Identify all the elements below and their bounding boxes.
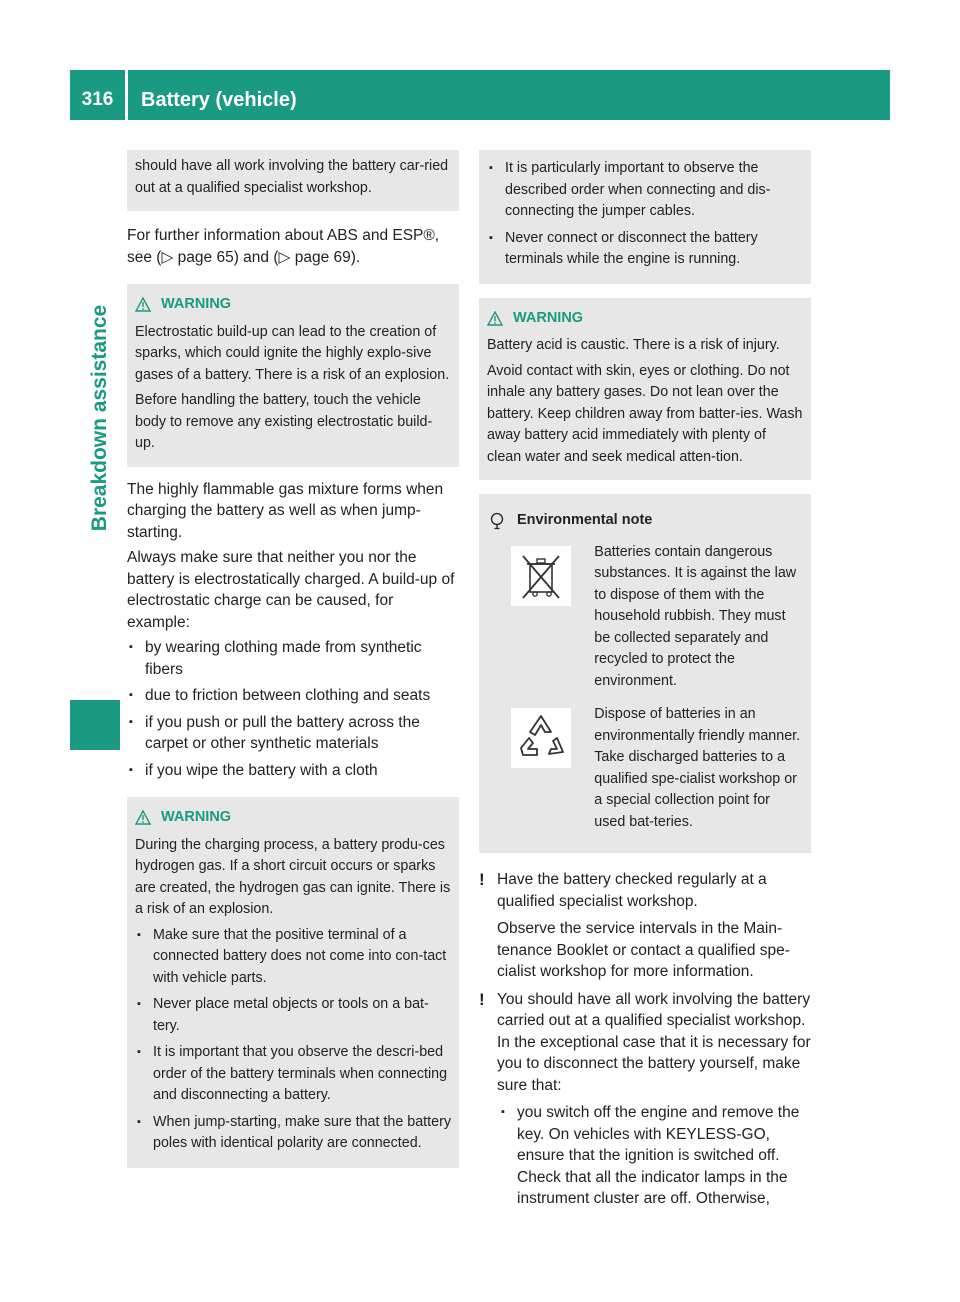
warning-text: During the charging process, a battery produ-ces hydrogen gas. If a short circuit occurs or sparks are created, the hydrogen gas can ignite. There is a risk of an explosion. [135,836,451,917]
warning-triangle-icon [135,810,151,825]
warning-label: WARNING [161,296,232,312]
env-icon-cell [487,542,594,693]
exclamation-icon: ! [479,870,485,889]
environmental-note-box [479,494,811,853]
list-item: ▪ It is important that you observe the descri-bed order of the battery terminals when connecting and disconnecting a battery. [135,1042,451,1107]
list-item: ▪ if you push or pull the battery across the carpet or other synthetic materials [127,712,459,755]
header-divider [125,70,128,120]
env-icon-cell [487,704,594,833]
section-side-label: Breakdown assistance [88,304,111,532]
env-note-text: Batteries contain dangerous substances. It is against the law to dispose of them with the household rubbish. They must be collected separately and recycled to protect the environment. [594,543,797,689]
continued-warning-box [127,150,459,211]
recycling-icon [511,708,571,768]
env-note-row [487,704,803,833]
list-item: ▪ Make sure that the positive terminal of a connected battery does not come into con-tact with vehicle parts. [135,925,451,990]
section-side-block [70,700,120,750]
env-note-label: Environmental note [517,512,653,528]
body-paragraph: Always make sure that neither you nor the battery is electrostatically charged. A build-up of electrostatic charge can be caused, for example: [127,549,455,631]
list-item: ▪ if you wipe the battery with a cloth [127,760,459,782]
info-paragraph: For further information about ABS and ESP®, see (▷ page 65) and (▷ page 69). [127,227,440,266]
body-paragraph: The highly flammable gas mixture forms when charging the battery as well as when jump-starting. [127,480,444,541]
exclamation-icon: ! [479,989,485,1009]
page-number: 316 [81,89,114,110]
continued-warning-box [479,150,811,284]
note-text: Observe the service intervals in the Main-tenance Booklet or contact a qualified spe-cialist workshop for more information. [497,920,790,980]
crossed-bin-icon [511,546,571,606]
caution-note [479,989,811,1210]
warning-box-electrostatic [127,284,459,467]
page-title: Battery (vehicle) [141,89,297,111]
warning-text: Avoid contact with skin, eyes or clothing. Do not inhale any battery gases. Do not lean over the battery. Keep children away from batter-ies. Wash away battery acid immediately with plenty of clean water and seek medical atten-tion. [487,362,803,465]
env-note-header [489,510,803,532]
bullet-list [127,637,459,781]
warning-text: Electrostatic build-up can lead to the creation of sparks, which could ignite the highly explo-sive gases of a battery. There is a risk of an explosion. [135,323,450,383]
list-item: ▪ Never connect or disconnect the battery terminals while the engine is running. [487,228,803,271]
warning-header [135,294,451,316]
warning-triangle-icon [135,297,151,312]
left-column [127,150,459,1168]
warning-box-acid [479,298,811,481]
warning-triangle-icon [487,311,503,326]
list-item: ▪ Never place metal objects or tools on a bat-tery. [135,994,451,1037]
warning-header [135,807,451,829]
env-note-text: Dispose of batteries in an environmentally friendly manner. Take discharged batteries to a qualified spe-cialist workshop or a special collection point for used bat-teries. [594,706,801,830]
warning-text: Battery acid is caustic. There is a risk of injury. [487,337,780,353]
warning-label: WARNING [161,809,232,825]
warning-header [487,308,803,330]
env-note-row [487,542,803,693]
list-item: ▪ due to friction between clothing and seats [127,685,459,707]
warning-label: WARNING [513,309,584,326]
warning-bullet-list [135,925,451,1155]
list-item: ▪ by wearing clothing made from synthetic fibers [127,637,459,680]
list-item: ▪ It is particularly important to observe the described order when connecting and dis-connecting the jumper cables. [487,158,803,223]
warning-bullet-list [487,158,803,271]
caution-note [479,869,811,983]
right-column [479,150,811,1215]
lightbulb-icon [489,512,505,530]
note-text: Have the battery checked regularly at a qualified specialist workshop. [497,871,767,910]
note-bullet-list [499,1102,811,1210]
list-item: ▪ When jump-starting, make sure that the battery poles with identical polarity are connected. [135,1112,451,1155]
list-item: ▪ you switch off the engine and remove the key. On vehicles with KEYLESS-GO, ensure that the ignition is switched off. Check that all the indicator lamps in the instrument cluster are off. Otherwise, [499,1102,811,1210]
note-text: You should have all work involving the battery carried out at a qualified specialist workshop. In the exceptional case that it is necessary for you to disconnect the battery yourself, make sure that: [497,990,811,1094]
continued-warning-text: should have all work involving the battery car-ried out at a qualified specialist workshop. [135,158,449,196]
warning-box-hydrogen [127,797,459,1168]
warning-text: Before handling the battery, touch the vehicle body to remove any existing electrostatic build-up. [135,392,433,451]
